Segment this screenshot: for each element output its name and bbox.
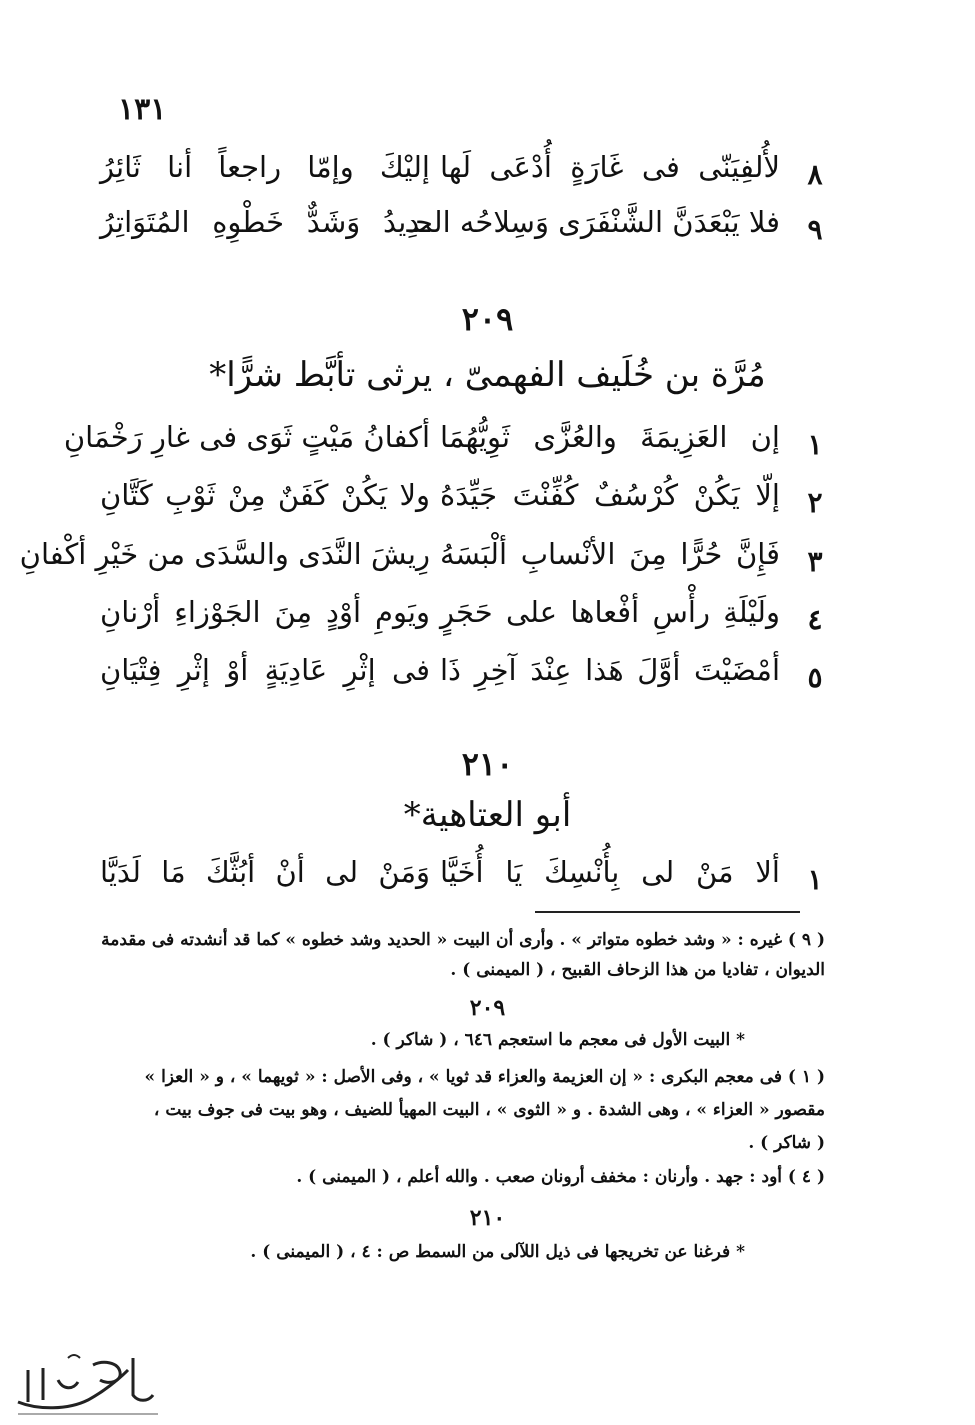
- verse-second-hemistich: ـدِيدُ وَشَدٌّ خَطْوِهِ المُتَوَاتِرُ: [100, 205, 430, 239]
- verse-first-hemistich: ألا مَنْ لى بِأُنْسِكَ يَا أُخَيَّا: [440, 855, 780, 889]
- verse-second-hemistich: إليْكَ وإمّا راجعاً أنا ثَائِرُ: [100, 150, 430, 184]
- poem-heading-209: مُرَّة بن خُلَيف الفهمىّ ، يرثى تأبَّط شرًّا*: [209, 355, 766, 395]
- footnote-209-1-line-2: مقصور « العزاء » ، وهى الشدة . و « الثوى » ، البيت المهيأ للضيف ، وهو بيت فى جوف بيت ،: [153, 1100, 825, 1120]
- library-stamp-logo: [8, 1340, 168, 1420]
- verse-first-hemistich: أمْضَيْتَ أوَّلَ هَذا عِنْدَ آخِرِ ذَا: [440, 653, 780, 687]
- footnote-9-line-2: الديوان ، تفاديا من هذا الزحاف القبيح ، ( الميمنى ) .: [450, 960, 825, 980]
- poem-210-verse-1: [100, 855, 830, 913]
- verse-second-hemistich: رِيشَ النَّدَى والسَّدَى من خَيْرِ أكْفانِ: [19, 537, 430, 571]
- verse-first-hemistich: إلّا يَكُنْ كُرْسُفٌ كُفِّنْتَ جَيِّدَهُ: [440, 478, 780, 512]
- verse-second-hemistich: فى إثْرِ عَادِيَةٍ أوْ إثْرِ فِتْيَانِ: [100, 653, 430, 687]
- page-number: ١٣١: [118, 92, 167, 127]
- verse-first-hemistich: لأُلفِيَنّى فى غَارَةٍ أُدْعَى لَها: [440, 150, 780, 184]
- verse-number: ١: [807, 428, 823, 461]
- verse-number: ١: [807, 863, 823, 896]
- verse-second-hemistich: ويَومِ أوْدٍ مِنَ الجَوْزاءِ أرْنانِ: [100, 595, 430, 629]
- footnote-209-1-line-3: ( شاكر ) .: [748, 1133, 825, 1153]
- verse-number: ٢: [807, 486, 823, 519]
- verse-9: [100, 205, 830, 263]
- poem-209-verse-3: [19, 537, 830, 595]
- footnote-heading-210: ٢١٠: [469, 1205, 506, 1231]
- footnote-210-star: * فرغنا عن تخريجها فى ذيل اللآلى من السمط ص : ٤ ، ( الميمنى ) .: [250, 1242, 745, 1262]
- verse-number: ٤: [807, 603, 823, 636]
- poem-209-verse-5: [100, 653, 830, 711]
- poem-number-209: ٢٠٩: [461, 300, 514, 338]
- verse-first-hemistich: إن العَزِيمَةَ والعُزَّى ثَوِيُّهُمَا: [440, 420, 780, 454]
- verse-8: [100, 150, 830, 208]
- verse-second-hemistich: أكفانُ مَيْتٍ ثَوَى فى غارِ رَخْمَانِ: [63, 420, 430, 454]
- footnote-209-4: ( ٤ ) أود : جهد . وأرنان : مخفف أرونان صعب . والله أعلم ، ( الميمنى ) .: [296, 1167, 825, 1187]
- verse-number: ٩: [807, 213, 823, 246]
- footnote-209-1-line-1: ( ١ ) فى معجم البكرى : « إن العزيمة والعزاء قد ثويا » ، وفى الأصل : « ثويهما » ، و « العزا »: [144, 1067, 825, 1087]
- verse-number: ٥: [807, 661, 823, 694]
- verse-number: ٨: [807, 158, 823, 191]
- poem-209-verse-2: [100, 478, 830, 536]
- footnote-separator: [535, 911, 800, 913]
- verse-second-hemistich: ولا يَكُنْ كَفَنٌ مِنْ ثَوْبِ كَتَّانِ: [100, 478, 430, 512]
- footnote-209-star: * البيت الأول فى معجم ما استعجم ٦٤٦ ، ( شاكر ) .: [370, 1030, 745, 1050]
- poem-heading-210: أبو العتاهية*: [403, 795, 572, 835]
- poem-209-verse-4: [100, 595, 830, 653]
- footnote-heading-209: ٢٠٩: [469, 995, 506, 1021]
- verse-second-hemistich: وَمَنْ لى أنْ أبُثَّكَ مَا لَدَيَّا: [100, 855, 430, 889]
- verse-first-hemistich: فلا يَبْعَدَنَّ الشَّنْفَرَى وَسِلاحُه الحـ: [406, 205, 780, 239]
- poem-209-verse-1: [63, 420, 830, 478]
- verse-first-hemistich: ولَيْلَةِ رأْسِ أفْعاها على حَجَرٍ: [440, 595, 780, 629]
- footnote-9-line-1: ( ٩ ) غيره : « وشد خطوه متواتر » . وأرى أن البيت « الحديد وشد خطوه » كما قد أنشدته فى مقدمة: [101, 930, 825, 950]
- verse-number: ٣: [807, 545, 823, 578]
- verse-first-hemistich: فَإِنَّ حُرًّا مِنَ الأنْسابِ ألْبَسَهُ: [440, 537, 780, 571]
- poem-number-210: ٢١٠: [461, 745, 514, 783]
